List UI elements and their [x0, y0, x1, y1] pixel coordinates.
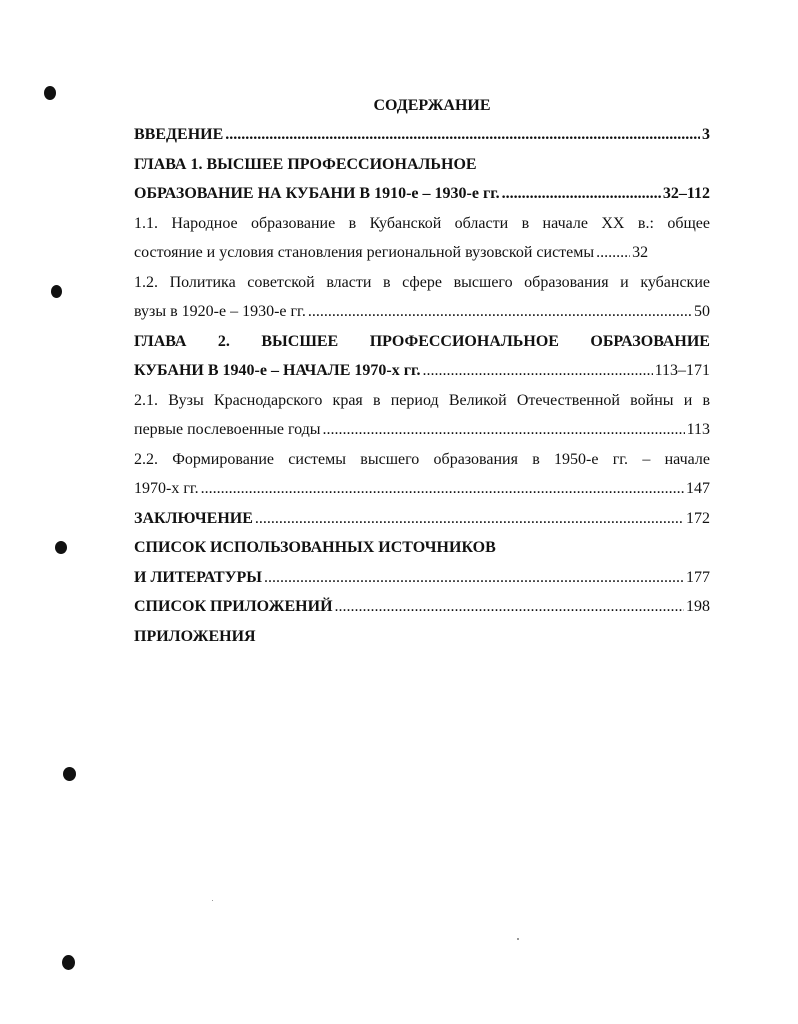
- toc-entry-section-2-1-line1[interactable]: 2.1. Вузы Краснодарского края в период Великой Отечественной войны и в: [134, 391, 710, 409]
- scan-speck: [212, 900, 213, 901]
- toc-entry-label: 1970-х гг.: [134, 480, 199, 497]
- toc-page-number: 113: [686, 421, 710, 438]
- toc-entry-section-1-1[interactable]: [134, 238, 710, 268]
- toc-title: СОДЕРЖАНИЕ: [373, 97, 491, 114]
- dot-leader: [201, 474, 684, 504]
- toc-entry-chapter2-line1[interactable]: [134, 327, 710, 357]
- toc-page-number: 172: [686, 509, 710, 527]
- toc-page-number: 177: [686, 568, 710, 586]
- dot-leader: [323, 415, 685, 445]
- toc-page-number: 147: [686, 480, 710, 497]
- toc-entry-label: ОБРАЗОВАНИЕ НА КУБАНИ В 1910-е – 1930-е гг.: [134, 185, 500, 202]
- toc-entry-sources[interactable]: [134, 563, 710, 593]
- toc-entry-section-1-2[interactable]: [134, 297, 710, 327]
- toc-page-number: 32: [632, 244, 649, 261]
- toc-entry-label: ЗАКЛЮЧЕНИЕ: [134, 509, 253, 527]
- toc-entry-label: СПИСОК ПРИЛОЖЕНИЙ: [134, 598, 333, 615]
- toc-word: ВЫСШЕЕ: [261, 332, 339, 350]
- dot-leader: [596, 238, 630, 268]
- toc-entry-label: состояние и условия становления региональной вузовской системы: [134, 244, 595, 261]
- dot-leader: [308, 297, 692, 327]
- toc-entry-label: КУБАНИ В 1940-е – НАЧАЛЕ 1970-х гг.: [134, 362, 421, 379]
- toc-entry-label: вузы в 1920-е – 1930-е гг.: [134, 303, 306, 320]
- binding-hole-mark: [55, 541, 67, 554]
- binding-hole-mark: [44, 86, 56, 100]
- toc-entry-section-1-2-line1[interactable]: 1.2. Политика советской власти в сфере высшего образования и кубанские: [134, 273, 710, 291]
- toc-entry-appendix-list[interactable]: [134, 592, 710, 622]
- dot-leader: [335, 592, 684, 622]
- toc-entry-section-2-2[interactable]: [134, 474, 710, 504]
- dot-leader: [502, 179, 661, 209]
- toc-page-number: 198: [686, 598, 710, 615]
- toc-entry-label: первые послевоенные годы: [134, 421, 321, 438]
- toc-word: ПРОФЕССИОНАЛЬНОЕ: [369, 332, 559, 350]
- toc-word: ОБРАЗОВАНИЕ: [590, 332, 710, 350]
- toc-entry-intro[interactable]: [134, 120, 710, 150]
- toc-entry-chapter1[interactable]: [134, 179, 710, 209]
- toc-word: 2.: [217, 332, 230, 350]
- toc-page-number: 113–171: [654, 362, 710, 379]
- binding-hole-mark: [63, 767, 76, 781]
- scan-speck: [517, 938, 519, 940]
- toc-entry-label: И ЛИТЕРАТУРЫ: [134, 568, 262, 586]
- dot-leader: [225, 120, 700, 150]
- table-of-contents: [134, 92, 710, 651]
- dot-leader: [255, 504, 684, 534]
- toc-word: ГЛАВА: [134, 332, 187, 350]
- dot-leader: [422, 356, 652, 386]
- toc-entry-sources-line1[interactable]: СПИСОК ИСПОЛЬЗОВАННЫХ ИСТОЧНИКОВ: [134, 539, 496, 556]
- toc-entry-section-1-1-line1[interactable]: 1.1. Народное образование в Кубанской области в начале XX в.: общее: [134, 214, 710, 232]
- toc-entry-conclusion[interactable]: [134, 504, 710, 534]
- binding-hole-mark: [62, 955, 75, 970]
- toc-entry-chapter1-line1[interactable]: ГЛАВА 1. ВЫСШЕЕ ПРОФЕССИОНАЛЬНОЕ: [134, 155, 477, 173]
- toc-entry-chapter2[interactable]: [134, 356, 710, 386]
- toc-entry-label: ВВЕДЕНИЕ: [134, 126, 224, 143]
- toc-page-number: 3: [702, 126, 710, 143]
- dot-leader: [264, 563, 684, 593]
- toc-page-number: 50: [694, 303, 710, 320]
- toc-entry-section-2-1[interactable]: [134, 415, 710, 445]
- toc-entry-appendices[interactable]: ПРИЛОЖЕНИЯ: [134, 627, 256, 645]
- toc-entry-section-2-2-line1[interactable]: 2.2. Формирование системы высшего образования в 1950-е гг. – начале: [134, 450, 710, 468]
- binding-hole-mark: [51, 285, 62, 298]
- toc-page-number: 32–112: [662, 185, 710, 202]
